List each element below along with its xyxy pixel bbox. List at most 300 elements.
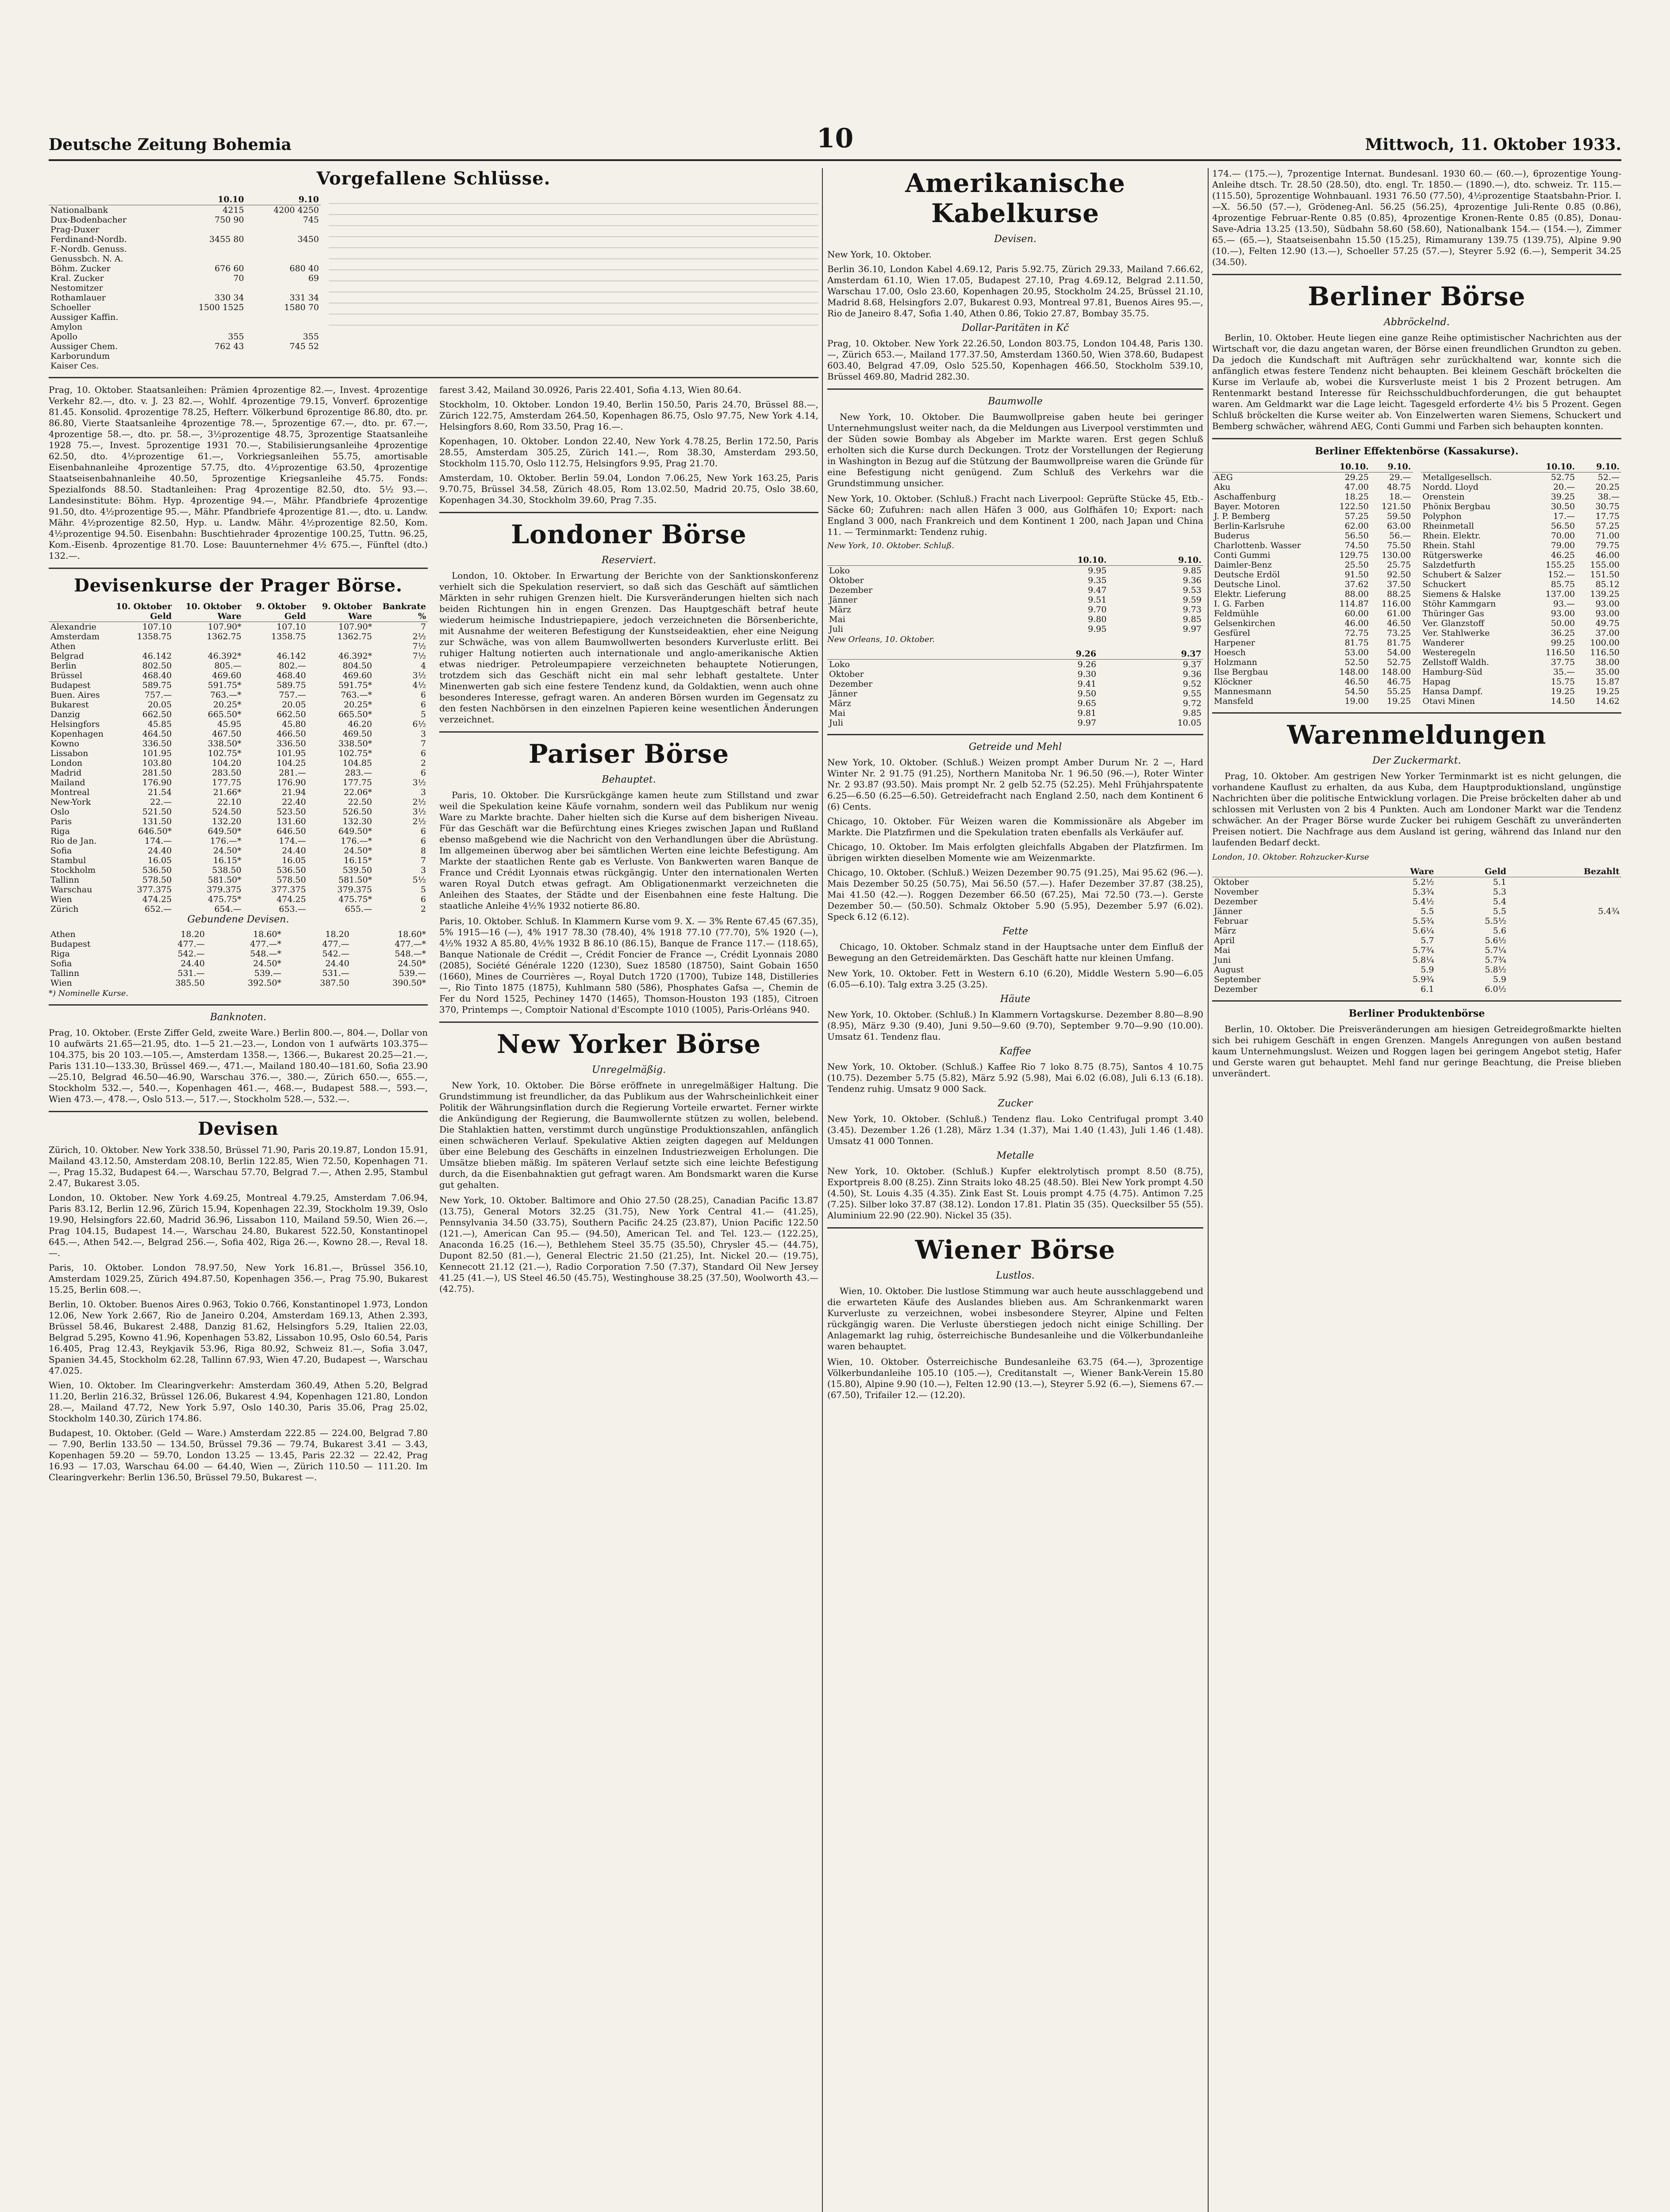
table-row <box>1212 609 1413 618</box>
table-cell: 20.25* <box>213 700 242 710</box>
table-row <box>1421 541 1622 550</box>
illegible-columns <box>329 194 818 327</box>
table-row <box>1212 897 1621 906</box>
running-header <box>49 106 1621 161</box>
row-label: Loko <box>829 660 850 669</box>
report-paragraph: Stockholm, 10. Oktober. London 19.40, Berlin 150.50, Paris 24.70, Brüssel 88.—, Zürich 122.75, Amsterdam 264.50, Kopenhagen 86.75, Oslo 97.75, New York 4.14, Helsingfors 8.60, Rom 33.50, Prag 16.—. <box>439 399 818 432</box>
table-cell: 464.50 <box>142 729 172 739</box>
table-cell: 4200 4250 <box>273 205 319 215</box>
row-label: Juni <box>1214 955 1231 965</box>
table-cell: 70 <box>233 273 244 283</box>
row-label: New-York <box>50 797 91 807</box>
table-row <box>49 749 428 758</box>
table-cell: 538.50 <box>212 865 242 875</box>
table-cell: 804.50 <box>342 661 372 671</box>
table-cell: 5.9 <box>1420 965 1434 975</box>
report-paragraph: Chicago, 10. Oktober. Im Mais erfolgten gleichfalls Abgaben der Platzfirmen. Im übrigen wirkten dieselben Momente wie am Weizenmarkte. <box>827 841 1203 863</box>
table-row <box>49 690 428 700</box>
table-cell: 390.50* <box>392 978 426 988</box>
report-paragraph: Paris, 10. Oktober. London 78.97.50, New York 16.81.—, Brüssel 356.10, Amsterdam 1029.25, Zürich 494.87.50, Kopenhagen 356.—, Prag 75.90, Bukarest 15.25, Berlin 608.—. <box>49 1262 428 1295</box>
report-paragraph: Chicago, 10. Oktober. (Schluß.) Weizen Dezember 90.75 (91.25), Mai 95.62 (96.—). Mais Dezember 50.25 (50.75), Mai 56.50 (57.—). Hafer Dezember 37.87 (38.25), Mai 41.50 (42.—). Roggen Dezember 66.50 (67.25), Mai 72.50 (73.—). Gerste Dezember 50.— (50.50). Schmalz Oktober 5.90 (5.95), Dezember 5.97 (6.02). Speck 6.12 (6.12). <box>827 867 1203 922</box>
table-cell: 680 40 <box>289 264 319 273</box>
table-cell: 531.— <box>322 968 349 978</box>
table-row <box>827 689 1203 699</box>
col-header: 10.10. <box>1328 461 1371 472</box>
table-row <box>1421 550 1622 560</box>
table-cell: 7 <box>420 739 426 749</box>
row-label: Prag-Duxer <box>50 225 100 234</box>
col-header: 10.10 <box>171 194 246 205</box>
row-label: Jänner <box>1214 906 1242 916</box>
table-cell: 9.72 <box>1182 699 1202 708</box>
table-cell: 5.6¼ <box>1413 926 1434 936</box>
table-cell: 107.10 <box>142 622 172 632</box>
table-row <box>1212 511 1413 521</box>
table-cell: 469.60 <box>342 671 372 680</box>
kabel-text: Berlin 36.10, London Kabel 4.69.12, Paris 5.92.75, Zürich 29.33, Mailand 7.66.62, Amsterdam 61.10, Wien 17.05, Budapest 27.10, Prag 4.69.12, Belgrad 2.11.50, Warschau 17.00, Oslo 23.60, Kopenhagen 20.95, Stockholm 24.25, Brüssel 21.10, Madrid 8.68, Helsingfors 2.07, Bukarest 0.93, Montreal 97.81, Buenos Aires 95.—, Rio de Janeiro 8.47, Sofia 1.40, Athen 0.86, Tokio 27.87, Bombay 35.75. <box>827 264 1203 319</box>
kassakurse-left-table <box>1212 461 1413 706</box>
table-row <box>49 959 428 968</box>
table-row <box>49 929 428 939</box>
table-cell: 4215 <box>223 205 244 215</box>
table-cell: 9.70 <box>1088 605 1107 614</box>
table-cell <box>171 283 246 293</box>
wiener-boerse-subtitle: Lustlos. <box>996 1270 1035 1281</box>
table-cell: 46.142 <box>276 651 306 661</box>
table-cell: 9.81 <box>1077 708 1097 718</box>
table-row <box>49 856 428 865</box>
row-label: Budapest <box>50 680 91 690</box>
table-cell: 331 34 <box>289 293 319 303</box>
kaffee-title: Kaffee <box>999 1046 1031 1057</box>
table-cell: 46.392* <box>338 651 372 661</box>
table-cell: 9.52 <box>1182 679 1202 689</box>
table-cell: 9.97 <box>1182 624 1202 634</box>
table-cell: 3½ <box>412 671 426 680</box>
haeute-title: Häute <box>1000 994 1031 1005</box>
table-row <box>49 875 428 885</box>
table-row <box>49 817 428 826</box>
schluesse-table <box>49 194 321 371</box>
col-header <box>827 649 1006 660</box>
report-paragraph: Amsterdam, 10. Oktober. Berlin 59.04, London 7.06.25, New York 163.25, Paris 9.70.75, Brüssel 34.58, Zürich 48.05, Rom 13.02.50, Madrid 20.75, Oslo 38.60, Kopenhagen 34.30, Stockholm 39.60, Prag 7.35. <box>439 472 818 505</box>
table-row <box>827 614 1203 624</box>
row-label: London <box>50 758 83 768</box>
table-cell: 9.85 <box>1182 566 1202 576</box>
table-cell: 103.80 <box>142 758 172 768</box>
col-header <box>49 601 105 622</box>
row-label: Klöckner <box>1214 677 1252 687</box>
table-cell: 2½ <box>412 632 426 641</box>
row-label: Feldmühle <box>1214 609 1259 618</box>
table-row <box>1421 502 1622 511</box>
table-cell <box>1508 984 1621 994</box>
table-cell: 148.00 <box>1339 667 1369 677</box>
row-label: Metallgesellsch. <box>1422 472 1492 482</box>
col-header <box>1212 461 1328 472</box>
table-cell: 85.75 <box>1551 580 1575 589</box>
getreide-title: Getreide und Mehl <box>968 741 1062 753</box>
table-cell: 5.3¾ <box>1413 887 1434 897</box>
table-row <box>1421 648 1622 657</box>
report-paragraph: farest 3.42, Mailand 30.0926, Paris 22.401, Sofia 4.13, Wien 80.64. <box>439 384 741 395</box>
table-cell: 9.65 <box>1077 699 1097 708</box>
table-cell: 24.40 <box>147 846 172 856</box>
banknoten-text: Prag, 10. Oktober. (Erste Ziffer Geld, zweite Ware.) Berlin 800.—, 804.—, Dollar von 10 aufwärts 21.65—21.95, dto. 1—5 21.—23.—, London von 1 aufwärts 103.375—104.375, bis 20 103.—105.—, Amsterdam 1358.—, 1366.—, Bukarest 20.25—21.—, Paris 131.10—133.30, Brüssel 469.—, 471.—, Mailand 180.40—181.60, Sofia 23.90—25.10, Belgrad 46.50—46.90, Warschau 376.—, 380.—, Zürich 650.—, 655.—, Stockholm 532.—, 540.—, Kopenhagen 461.—, 468.—, Budapest 588.—, 593.—, Wien 473.—, 478.—, Oslo 513.—, 517.—, Stockholm 528.—, 532.—. <box>49 1027 428 1104</box>
table-cell <box>246 312 321 322</box>
table-cell: 542.— <box>322 949 349 959</box>
row-label: Aschaffenburg <box>1214 492 1276 502</box>
schluesse-title: Vorgefallene Schlüsse. <box>316 168 551 189</box>
row-label: Ferdinand-Nordb. <box>50 234 127 244</box>
row-label: Siemens & Halske <box>1422 589 1501 599</box>
table-row <box>1212 667 1413 677</box>
table-cell: 88.00 <box>1344 589 1369 599</box>
row-label: Loko <box>829 566 850 576</box>
table-row <box>827 566 1203 576</box>
table-cell: 22.— <box>150 797 172 807</box>
newspaper-name: Deutsche Zeitung Bohemia <box>49 135 292 154</box>
table-cell: 9.95 <box>1088 624 1107 634</box>
col-header: 10. Oktober Ware <box>173 601 243 622</box>
gebunden-title: Gebundene Devisen. <box>187 914 289 925</box>
table-row <box>827 595 1203 605</box>
table-cell: 9.97 <box>1077 718 1097 728</box>
table-cell: 20.05 <box>282 700 306 710</box>
table-cell: 646.50* <box>138 826 172 836</box>
table-cell: 155.25 <box>1545 560 1575 570</box>
table-cell: 18.20 <box>325 929 349 939</box>
table-cell: 130.00 <box>1382 550 1411 560</box>
table-cell: 3 <box>420 729 426 739</box>
table-cell: 35.— <box>1553 667 1575 677</box>
row-label: Ver. Glanzstoff <box>1422 618 1484 628</box>
table-cell: 379.375 <box>207 885 242 895</box>
row-label: Rhein. Stahl <box>1422 541 1475 550</box>
table-cell: 5.6 <box>1493 926 1506 936</box>
row-label: Amsterdam <box>50 632 100 641</box>
row-label: Amylon <box>50 322 83 332</box>
table-cell: 99.25 <box>1551 638 1575 648</box>
table-cell: 22.10 <box>217 797 242 807</box>
table-cell: 665.50* <box>207 710 242 719</box>
table-row <box>1212 502 1413 511</box>
table-cell <box>246 361 321 371</box>
table-cell: 3455 80 <box>209 234 244 244</box>
table-cell: 469.50 <box>342 729 372 739</box>
table-cell: 9.50 <box>1077 689 1097 699</box>
row-label: Paris <box>50 817 72 826</box>
table-cell <box>1508 926 1621 936</box>
table-row <box>1421 677 1622 687</box>
table-cell: 176.90 <box>142 778 172 787</box>
baumwolle-liverpool: New York, 10. Oktober. (Schluß.) Fracht nach Liverpool: Geprüfte Stücke 45, Etb.-Säcke 60; Zufuhren: nach allen Häfen 3 000, aus Golfhäfen 10; Export: nach England 3 000, nach Frankreich und dem Kontinent 1 200, nach Japan und China 11. — Terminmarkt: Tendenz ruhig. <box>827 493 1203 537</box>
row-label: Mai <box>829 708 845 718</box>
row-label: Rothamlauer <box>50 293 106 303</box>
table-cell: 9.85 <box>1182 614 1202 624</box>
table-cell: 283.— <box>345 768 372 778</box>
produktenboerse-text: Berlin, 10. Oktober. Die Preisveränderungen am hiesigen Getreidegroßmarkte hielten sich bei ruhigem Geschäft in engen Grenzen. Mangels Anregungen von außen bestand kaum Unternehmungslust. Weizen und Roggen lagen bei geringem Angebot stetig, Hafer und Gerste waren gut behauptet. Mehl fand nur geringe Beachtung, die Preise blieben unverändert. <box>1212 1024 1621 1079</box>
table-cell: 5.5½ <box>1485 916 1506 926</box>
table-cell: 177.75 <box>212 778 242 787</box>
table-cell: 56.50 <box>1551 521 1575 531</box>
row-label: Aku <box>1214 482 1231 492</box>
row-label: Salzdetfurth <box>1422 560 1476 570</box>
table-cell: 57.25 <box>1344 511 1369 521</box>
table-cell: 46.25 <box>1551 550 1575 560</box>
table-cell: 5.6½ <box>1485 936 1506 945</box>
row-label: Zürich <box>50 904 79 914</box>
table-cell: 174.— <box>144 836 172 846</box>
foreign-exchange-reports <box>439 384 818 506</box>
table-cell: 9.85 <box>1182 708 1202 718</box>
row-label: Oktober <box>829 576 864 585</box>
table-cell: 662.50 <box>276 710 306 719</box>
col-header: 9.10. <box>1108 555 1203 566</box>
table-cell: 35.00 <box>1595 667 1620 677</box>
table-cell: 5.8¼ <box>1413 955 1434 965</box>
table-cell: 655.— <box>345 904 372 914</box>
table-cell: 53.00 <box>1344 648 1369 657</box>
row-label: Dezember <box>1214 897 1258 906</box>
table-cell: 9.36 <box>1182 576 1202 585</box>
table-cell: 151.50 <box>1590 570 1620 580</box>
table-row <box>49 651 428 661</box>
col-header <box>1212 866 1357 877</box>
row-label: Februar <box>1214 916 1248 926</box>
table-cell: 523.50 <box>276 807 306 817</box>
table-row <box>1212 657 1413 667</box>
row-label: Sofia <box>50 846 72 856</box>
row-label: Budapest <box>50 939 91 949</box>
table-cell: 17.75 <box>1595 511 1620 521</box>
table-cell: 392.50* <box>248 978 282 988</box>
table-cell: 1362.75 <box>207 632 242 641</box>
table-cell: 81.75 <box>1344 638 1369 648</box>
table-cell: 526.50 <box>342 807 372 817</box>
row-label: Mansfeld <box>1214 696 1254 706</box>
baumwolle-no-table <box>827 649 1203 728</box>
table-cell: 578.50 <box>142 875 172 885</box>
table-cell: 805.— <box>214 661 242 671</box>
table-row <box>49 632 428 641</box>
table-cell: 4 <box>420 661 426 671</box>
table-row <box>1212 541 1413 550</box>
kabel-ny: New York, 10. Oktober. <box>827 249 932 260</box>
gebundene-devisen-table <box>49 929 428 988</box>
row-label: Sofia <box>50 959 72 968</box>
table-row <box>49 342 321 351</box>
row-label: Danzig <box>50 710 81 719</box>
table-cell: 7½ <box>412 641 426 651</box>
kabel-devisen-title: Devisen. <box>994 234 1037 245</box>
table-cell: 19.25 <box>1551 687 1575 696</box>
table-cell: 5 <box>420 885 426 895</box>
row-label: Gesfürel <box>1214 628 1250 638</box>
table-cell: 24.40 <box>325 959 349 968</box>
table-cell: 5.4 <box>1493 897 1506 906</box>
zucker-text: New York, 10. Oktober. (Schluß.) Tendenz flau. Loko Centrifugal prompt 3.40 (3.45). Dezember 1.26 (1.28), März 1.34 (1.37), Mai 1.40 (1.43), Juli 1.46 (1.48). Umsatz 41 000 Tonnen. <box>827 1114 1203 1146</box>
table-row <box>1212 955 1621 965</box>
table-cell: 2½ <box>412 817 426 826</box>
table-cell: 589.75 <box>276 680 306 690</box>
table-row <box>1421 638 1622 648</box>
row-label: Deutsche Linol. <box>1214 580 1281 589</box>
warenmeldungen-title: Warenmeldungen <box>1287 720 1547 750</box>
table-row <box>1212 887 1621 897</box>
table-cell: 18.60* <box>398 929 426 939</box>
kassakurse-title: Berliner Effektenbörse (Kassakurse). <box>1315 445 1519 457</box>
report-paragraph: Chicago, 10. Oktober. Für Weizen waren die Kommissionäre als Abgeber im Markte. Die Platzfirmen und die Spekulation traten ebenfalls als Verkäufer auf. <box>827 816 1203 837</box>
table-cell: 548.—* <box>250 949 282 959</box>
schluesse-body <box>49 205 321 371</box>
table-cell: 19.25 <box>1387 696 1411 706</box>
table-cell: 9.53 <box>1182 585 1202 595</box>
row-label: Athen <box>50 929 76 939</box>
table-cell: 6 <box>420 700 426 710</box>
col-header: 9. Oktober Ware <box>308 601 374 622</box>
table-cell: 5.7 <box>1420 936 1434 945</box>
table-cell: 338.50* <box>338 739 372 749</box>
table-row <box>49 273 321 283</box>
table-cell: 30.50 <box>1551 502 1575 511</box>
row-label: Hansa Dampf. <box>1422 687 1483 696</box>
table-cell: 9.30 <box>1077 669 1097 679</box>
table-cell: 6 <box>420 895 426 904</box>
table-row <box>1421 531 1622 541</box>
table-cell <box>246 254 321 264</box>
table-row <box>49 939 428 949</box>
table-row <box>49 303 321 312</box>
table-row <box>49 797 428 807</box>
row-label: AEG <box>1214 472 1233 482</box>
row-label: Rio de Jan. <box>50 836 97 846</box>
table-row <box>1212 984 1621 994</box>
table-row <box>49 671 428 680</box>
row-label: Daimler-Benz <box>1214 560 1272 570</box>
table-cell: 652.— <box>144 904 172 914</box>
table-cell: 79.75 <box>1595 541 1620 550</box>
table-cell: 74.50 <box>1344 541 1369 550</box>
londoner-boerse-subtitle: Reserviert. <box>601 555 656 566</box>
table-cell: 336.50 <box>276 739 306 749</box>
table-row <box>49 680 428 690</box>
row-label: Berlin-Karlsruhe <box>1214 521 1285 531</box>
table-row <box>1212 906 1621 916</box>
table-cell: 9.95 <box>1088 566 1107 576</box>
table-cell: 174.— <box>279 836 306 846</box>
table-cell: 30.75 <box>1595 502 1620 511</box>
kaffee-text: New York, 10. Oktober. (Schluß.) Kaffee Rio 7 loko 8.75 (8.75), Santos 4 10.75 (10.75). Dezember 5.75 (5.82), März 5.92 (5.98), Mai 6.02 (6.08), Juli 6.13 (6.18). Tendenz ruhig. Umsatz 9 000 Sack. <box>827 1061 1203 1094</box>
table-cell <box>105 641 173 651</box>
table-cell: 46.75 <box>1387 677 1411 687</box>
row-label: Karborundum <box>50 351 110 361</box>
table-cell: 387.50 <box>320 978 349 988</box>
table-cell: 45.85 <box>147 719 172 729</box>
row-label: Phönix Bergbau <box>1422 502 1491 511</box>
table-cell: 61.00 <box>1387 609 1411 618</box>
table-cell: 757.— <box>279 690 306 700</box>
devisen-title: Devisen <box>198 1118 279 1139</box>
row-label: Kowno <box>50 739 80 749</box>
table-cell: 578.50 <box>276 875 306 885</box>
col-header: 9.26 <box>1006 649 1098 660</box>
table-cell: 477.—* <box>395 939 426 949</box>
table-cell: 21.94 <box>282 787 306 797</box>
table-cell: 1362.75 <box>337 632 372 641</box>
table-cell: 536.50 <box>142 865 172 875</box>
table-cell: 101.95 <box>142 749 172 758</box>
table-cell: 9.80 <box>1088 614 1107 624</box>
column-rule-2 <box>1208 168 1209 2212</box>
row-label: Westeregeln <box>1422 648 1476 657</box>
table-row <box>1421 472 1622 483</box>
table-cell: 5.2½ <box>1413 877 1434 887</box>
baumwolle-no-title: New Orleans, 10. Oktober. <box>827 635 935 644</box>
table-cell: 9.41 <box>1077 679 1097 689</box>
row-label: Tallinn <box>50 875 80 885</box>
table-cell: 589.75 <box>142 680 172 690</box>
table-cell: 46.00 <box>1344 618 1369 628</box>
row-label: Dezember <box>1214 984 1258 994</box>
table-row <box>1212 916 1621 926</box>
table-row <box>1421 570 1622 580</box>
kassakurse-tables <box>1212 461 1621 706</box>
row-label: Juli <box>829 624 844 634</box>
schluesse-tables <box>49 194 818 371</box>
table-cell <box>173 641 243 651</box>
table-cell: 91.50 <box>1344 570 1369 580</box>
zuckermarkt-title: Der Zuckermarkt. <box>1372 755 1461 766</box>
table-cell: 281.50 <box>142 768 172 778</box>
row-label: Genussbch. N. A. <box>50 254 123 264</box>
table-row <box>49 264 321 273</box>
row-label: Aussiger Chem. <box>50 342 118 351</box>
table-cell: 131.60 <box>276 817 306 826</box>
report-paragraph: Kopenhagen, 10. Oktober. London 22.40, New York 4.78.25, Berlin 172.50, Paris 28.55, Amsterdam 305.25, Zürich 141.—, Rom 38.30, Amsterdam 293.50, Stockholm 115.70, Oslo 112.75, Helsingfors 9.95, Prag 21.70. <box>439 436 818 469</box>
table-row <box>827 605 1203 614</box>
row-label: Harpener <box>1214 638 1255 648</box>
row-label: August <box>1214 965 1244 975</box>
newyorker-boerse-subtitle: Unregelmäßig. <box>591 1064 666 1075</box>
table-cell: 21.66* <box>213 787 242 797</box>
table-cell: 22.40 <box>282 797 306 807</box>
berliner-boerse-title: Berliner Börse <box>1308 281 1526 311</box>
table-cell: 57.25 <box>1595 521 1620 531</box>
row-label: März <box>829 699 851 708</box>
row-label: Bayer. Motoren <box>1214 502 1280 511</box>
col-header: 9.10 <box>246 194 321 205</box>
table-row <box>1421 580 1622 589</box>
table-cell: 88.25 <box>1387 589 1411 599</box>
table-row <box>827 699 1203 708</box>
table-cell: 591.75* <box>207 680 242 690</box>
table-cell: 5.7¼ <box>1485 945 1506 955</box>
column-3 <box>1212 168 1621 2212</box>
schluesse-more <box>329 194 818 371</box>
produktenboerse-title: Berliner Produktenbörse <box>1348 1008 1485 1019</box>
table-cell: 93.00 <box>1595 599 1620 609</box>
row-label: Mannesmann <box>1214 687 1272 696</box>
newyorker-boerse-text: New York, 10. Oktober. Die Börse eröffnete in unregelmäßiger Haltung. Die Grundstimmung ist freundlicher, da das Publikum aus der Wahrscheinlichkeit einer Politik der Währungsinflation durch die Regierung Vorteile erwartet. Ferner wirkte die Ankündigung der Regierung, die Baumwollernte stützen zu wollen, belebend. Die Stahlaktien hatten, verstimmt durch ungünstige Produktionszahlen, anfänglich einen schwächeren Verlauf. Spekulative Aktien zeigten dagegen auf Meldungen über eine Belebung des Geschäfts in einzelnen Industriezweigen Erholungen. Die Umsätze blieben mäßig. Im späteren Verlauf setzte sich eine leichte Befestigung durch, da die Eisenbahnaktien gut gefragt waren. Am Bondsmarkt waren die Kurse gut gehalten. <box>439 1080 818 1190</box>
table-cell: 539.— <box>399 968 426 978</box>
row-label: März <box>1214 926 1236 936</box>
table-cell: 62.00 <box>1344 521 1369 531</box>
col-header: Ware <box>1357 866 1436 877</box>
row-label: Ilse Bergbau <box>1214 667 1268 677</box>
table-cell <box>171 351 246 361</box>
banknoten-title: Banknoten. <box>210 1012 267 1023</box>
